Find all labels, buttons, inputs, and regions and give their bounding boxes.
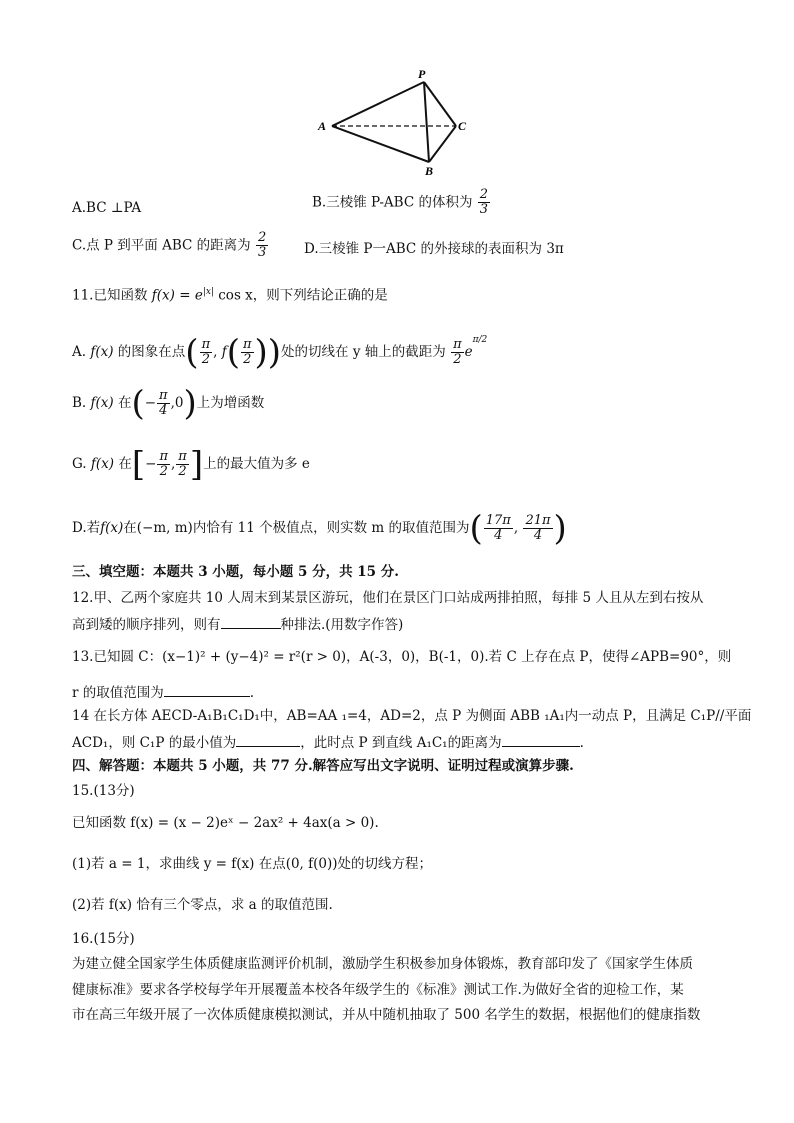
q11-b-frac: $\frac{\pi}{4}$ [159,388,168,418]
edge-pc [424,82,456,126]
q11-g-minus: − [145,456,157,472]
q11-g-frac-1: $\frac{\pi}{2}$ [159,449,168,479]
q10-option-a-text: A.BC ⊥PA [72,200,142,216]
section-3-heading: 三、填空题：本题共 3 小题，每小题 5 分，共 15 分. [72,564,399,580]
q15-part-1: (1)若 a = 1，求曲线 y = f(x) 在点(0, f(0))处的切线方程； [72,856,433,872]
paren-right: ) [553,508,567,549]
q11-stem-text-b: cos x，则下列结论正确的是 [218,287,388,304]
q11-b-text: 在 [117,395,132,411]
q10-option-c-text: C.点 P 到平面 ABC 的距离为 [72,237,251,254]
q16-heading: 16.(15分) [72,931,135,947]
q11-option-d: D.若f(x)在(−m, m)内恰有 11 个极值点，则实数 m 的取值范围为( $\frac{17\pi}{4}$ , $\frac{21\pi}{4}$ ) [72,508,567,549]
paren-left-2: ( [226,332,240,373]
q11-d-text: 在(−m, m)内恰有 11 个极值点，则实数 m 的取值范围为 [123,520,470,536]
vertex-label-a: A [318,119,327,133]
paren-left: ( [185,332,199,373]
q11-a-label: A. [72,344,87,360]
q11-a-result-frac: $\frac{\pi}{2}$ [453,337,462,367]
q16-line-3: 市在高三年级开展了一次体质健康模拟测试，并从中随机抽取了 500 名学生的数据，根据他们的健康指数 [72,1007,701,1023]
tetrahedron-figure [310,66,480,178]
q13-answer-blank[interactable] [164,682,250,697]
q11-g-text: 在 [118,456,132,472]
q14-answer-blank-1[interactable] [236,732,300,747]
edge-pa [332,82,424,126]
q11-d-frac-2: $\frac{21\pi}{4}$ [525,513,551,543]
q11-stem [72,283,388,305]
q11-g-function: f(x) [90,456,115,472]
q10-option-d [304,240,564,258]
vertex-label-p: P [418,67,426,81]
q12-answer-blank[interactable] [221,614,281,629]
q11-stem-text: 11.已知函数 [72,287,148,304]
q11-d-label: D.若 [72,520,101,536]
q10-option-b [312,188,491,217]
q13-line-1: 13.已知圆 C：(x−1)² + (y−4)² = r²(r > 0)，A(-3，0)，B(-1，0).若 C 上存在点 P，使得∠APB=90°，则 [72,649,732,665]
q11-stem-exponent: |x| [202,287,214,297]
q15-part-2: (2)若 f(x) 恰有三个零点，求 a 的取值范围. [72,897,333,913]
q13-line-2 [72,682,254,702]
paren-right: ) [267,332,282,373]
q11-a-text: 的图象在点 [117,344,186,360]
section-4-heading: 四、解答题：本题共 5 小题，共 77 分.解答应写出文字说明、证明过程或演算步骤. [72,758,574,774]
q11-g-frac-2: $\frac{\pi}{2}$ [178,449,187,479]
q14-text: ACD₁，则 C₁P 的最小值为 [72,735,237,751]
paren-right-2: ) [254,332,268,373]
vertex-label-b: B [425,164,434,178]
q11-d-frac-1: $\frac{17\pi}{4}$ [485,513,511,543]
q10-option-a [72,199,141,217]
q10-option-b-text: B.三棱锥 P-ABC 的体积为 [312,194,473,211]
q15-heading: 15.(13分) [72,783,135,799]
q11-a-frac-2: $\frac{\pi}{2}$ [242,337,252,367]
q11-option-g: G. f(x) 在[− $\frac{\pi}{2}$ , $\frac{\pi}{2}$ ]上的最大值为多 e [72,444,310,485]
bracket-left: [ [131,444,146,485]
q11-b-minus: − [144,395,157,411]
paren-right: ) [183,383,197,424]
q14-line-1: 14 在长方体 AECD-A₁B₁C₁D₁中，AB=AA ₁=4，AD=2，点 P 为侧面 ABB ₁A₁内一动点 P，且满足 C₁P//平面 [72,708,752,724]
q11-option-a: A. f(x) 的图象在点( $\frac{\pi}{2}$ , f( $\frac{\pi}{2}$ ))处的切线在 y 轴上的截距为 $\frac{\pi}{2}$ $e^{\pi/2}$ [72,332,488,373]
paren-left: ( [131,383,145,424]
q13-text: r 的取值范围为 [72,685,164,701]
vertex-label-c: C [458,119,467,133]
q11-g-text-b: 上的最大值为多 e [203,456,310,472]
q14-text-b: ，此时点 P 到直线 A₁C₁的距离为 [300,735,502,751]
q11-a-e-exponent: π/2 [472,335,488,345]
q14-line-2 [72,732,584,752]
q11-a-text-b: 处的切线在 y 轴上的截距为 [281,344,446,360]
q14-text-c: . [579,735,584,751]
q16-line-1: 为建立健全国家学生体质健康监测评价机制，激励学生积极参加身体锻炼，教育部印发了《国家学生体质 [72,956,693,972]
q16-line-2: 健康标准》要求各学校每学年开展覆盖本校各年级学生的《标准》测试工作.为做好全省的迎检工作，某 [72,982,684,998]
q12-text-b: 种排法.(用数字作答) [280,617,404,633]
q11-b-label: B. [72,395,87,411]
q12-line-1: 12.甲、乙两个家庭共 10 人周末到某景区游玩，他们在景区门口站成两排拍照，每排 5 人且从左到右按从 [72,590,704,606]
bracket-right: ] [189,444,204,485]
q11-option-b [72,383,264,423]
edge-bc [429,126,456,162]
q15-stem: 已知函数 f(x) = (x − 2)eˣ − 2ax² + 4ax(a > 0). [72,815,379,831]
q14-answer-blank-2[interactable] [502,732,580,747]
q11-b-zero: ,0 [170,395,184,411]
q10-option-b-fraction: $\frac{2}{3}$ [479,187,489,217]
q12-text: 高到矮的顺序排列，则有 [72,617,221,633]
q12-line-2 [72,614,403,634]
edge-ab [332,126,429,162]
q11-b-function: f(x) [90,395,114,411]
q10-option-c-fraction: $\frac{2}{3}$ [257,230,267,260]
q11-g-label: G. [72,456,87,472]
q11-stem-function: f(x) = e [151,287,203,304]
q11-a-frac: $\frac{\pi}{2}$ [201,337,211,367]
edge-pb [424,82,429,162]
q10-option-c [72,231,269,260]
q13-text-b: . [249,685,255,701]
q11-a-f: f [221,344,227,360]
q11-b-text-b: 上为增函数 [196,395,265,411]
q10-option-d-text: D.三棱锥 P一ABC 的外接球的表面积为 3π [304,241,564,257]
q11-a-e: e [464,344,473,360]
q11-d-function: f(x) [100,520,124,536]
paren-left: ( [469,508,483,549]
q11-a-function: f(x) [90,344,114,360]
